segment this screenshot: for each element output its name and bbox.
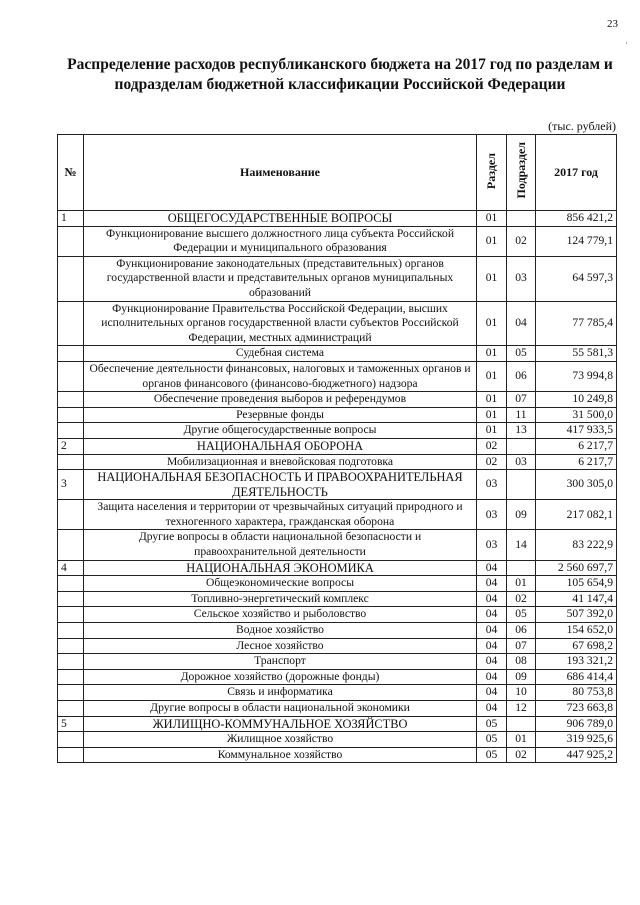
row-amount: 64 597,3 xyxy=(536,256,617,301)
row-section-code: 01 xyxy=(477,392,507,408)
row-section-code: 01 xyxy=(477,407,507,423)
row-subsection-code: 03 xyxy=(507,256,536,301)
row-amount: 105 654,9 xyxy=(536,576,617,592)
row-amount: 417 933,5 xyxy=(536,423,617,439)
row-name: Лесное хозяйство xyxy=(84,638,477,654)
row-name: ОБЩЕГОСУДАРСТВЕННЫЕ ВОПРОСЫ xyxy=(84,211,477,227)
table-header-row xyxy=(58,135,617,211)
units-label: (тыс. рублей) xyxy=(548,119,616,133)
row-number xyxy=(58,346,84,362)
row-name: Мобилизационная и вневойсковая подготовка xyxy=(84,454,477,470)
row-subsection-code: 04 xyxy=(507,301,536,346)
row-number xyxy=(58,747,84,763)
row-name: НАЦИОНАЛЬНАЯ ЭКОНОМИКА xyxy=(84,560,477,576)
row-name: Резервные фонды xyxy=(84,407,477,423)
column-header-subsection-label: Подраздел xyxy=(513,142,528,199)
row-subsection-code xyxy=(507,470,536,500)
row-subsection-code: 02 xyxy=(507,591,536,607)
row-amount: 507 392,0 xyxy=(536,607,617,623)
row-amount: 906 789,0 xyxy=(536,716,617,732)
row-number: 5 xyxy=(58,716,84,732)
row-amount: 300 305,0 xyxy=(536,470,617,500)
row-amount: 31 500,0 xyxy=(536,407,617,423)
row-number xyxy=(58,685,84,701)
row-section-code: 01 xyxy=(477,423,507,439)
table-row xyxy=(58,423,617,439)
row-number xyxy=(58,623,84,639)
row-number xyxy=(58,530,84,560)
row-number xyxy=(58,454,84,470)
table-row xyxy=(58,256,617,301)
row-number xyxy=(58,407,84,423)
row-section-code: 03 xyxy=(477,500,507,530)
row-name: Дорожное хозяйство (дорожные фонды) xyxy=(84,669,477,685)
row-number xyxy=(58,423,84,439)
row-amount: 80 753,8 xyxy=(536,685,617,701)
document-title: Распределение расходов республиканского бюджета на 2017 год по разделам и подразделам бюджетной классификации Российской Федерации xyxy=(67,56,613,93)
row-name: Другие вопросы в области национальной экономики xyxy=(84,701,477,717)
row-subsection-code: 02 xyxy=(507,747,536,763)
row-subsection-code: 08 xyxy=(507,654,536,670)
row-amount: 856 421,2 xyxy=(536,211,617,227)
column-header-name: Наименование xyxy=(84,135,477,211)
row-name: Другие общегосударственные вопросы xyxy=(84,423,477,439)
table-row xyxy=(58,346,617,362)
row-number xyxy=(58,226,84,256)
table-row xyxy=(58,530,617,560)
row-name: Общеэкономические вопросы xyxy=(84,576,477,592)
row-section-code: 01 xyxy=(477,361,507,391)
table-row xyxy=(58,407,617,423)
table-row xyxy=(58,654,617,670)
row-subsection-code: 10 xyxy=(507,685,536,701)
row-section-code: 03 xyxy=(477,470,507,500)
row-name: Связь и информатика xyxy=(84,685,477,701)
row-name: Топливно-энергетический комплекс xyxy=(84,591,477,607)
row-subsection-code xyxy=(507,716,536,732)
row-name: ЖИЛИЩНО-КОММУНАЛЬНОЕ ХОЗЯЙСТВО xyxy=(84,716,477,732)
row-number xyxy=(58,732,84,748)
row-section-code: 04 xyxy=(477,576,507,592)
table-row xyxy=(58,500,617,530)
row-name: Функционирование Правительства Российской Федерации, высших исполнительных органов государственной власти субъектов Российской Федерации, местных администраций xyxy=(84,301,477,346)
row-amount: 6 217,7 xyxy=(536,454,617,470)
row-name: Функционирование законодательных (представительных) органов государственной власти и представительных органов муниципальных образований xyxy=(84,256,477,301)
row-subsection-code: 06 xyxy=(507,623,536,639)
row-section-code: 04 xyxy=(477,607,507,623)
row-name: Защита населения и территории от чрезвычайных ситуаций природного и техногенного характера, гражданская оборона xyxy=(84,500,477,530)
row-section-code: 02 xyxy=(477,454,507,470)
row-number xyxy=(58,361,84,391)
row-amount: 83 222,9 xyxy=(536,530,617,560)
row-number xyxy=(58,301,84,346)
row-amount: 124 779,1 xyxy=(536,226,617,256)
row-section-code: 04 xyxy=(477,701,507,717)
row-name: Другие вопросы в области национальной безопасности и правоохранительной деятельности xyxy=(84,530,477,560)
row-amount: 723 663,8 xyxy=(536,701,617,717)
row-name: НАЦИОНАЛЬНАЯ БЕЗОПАСНОСТЬ И ПРАВООХРАНИТЕЛЬНАЯ ДЕЯТЕЛЬНОСТЬ xyxy=(84,470,477,500)
column-header-section-label: Раздел xyxy=(484,152,499,189)
row-amount: 10 249,8 xyxy=(536,392,617,408)
row-section-code: 04 xyxy=(477,669,507,685)
column-header-num: № xyxy=(58,135,84,211)
row-amount: 447 925,2 xyxy=(536,747,617,763)
table-section-row xyxy=(58,716,617,732)
table-row xyxy=(58,454,617,470)
row-amount: 77 785,4 xyxy=(536,301,617,346)
row-section-code: 04 xyxy=(477,560,507,576)
row-subsection-code: 03 xyxy=(507,454,536,470)
row-subsection-code: 06 xyxy=(507,361,536,391)
row-amount: 73 994,8 xyxy=(536,361,617,391)
row-amount: 67 698,2 xyxy=(536,638,617,654)
row-section-code: 05 xyxy=(477,732,507,748)
row-number xyxy=(58,256,84,301)
row-amount: 55 581,3 xyxy=(536,346,617,362)
row-number xyxy=(58,669,84,685)
row-section-code: 01 xyxy=(477,301,507,346)
column-header-subsection xyxy=(507,135,536,211)
row-section-code: 04 xyxy=(477,638,507,654)
row-amount: 154 652,0 xyxy=(536,623,617,639)
row-subsection-code: 02 xyxy=(507,226,536,256)
row-number xyxy=(58,701,84,717)
row-subsection-code: 01 xyxy=(507,576,536,592)
row-section-code: 05 xyxy=(477,716,507,732)
row-subsection-code: 12 xyxy=(507,701,536,717)
table-body xyxy=(58,211,617,763)
row-amount: 217 082,1 xyxy=(536,500,617,530)
table-row xyxy=(58,701,617,717)
table-row xyxy=(58,747,617,763)
table-row xyxy=(58,669,617,685)
row-subsection-code xyxy=(507,560,536,576)
table-section-row xyxy=(58,211,617,227)
table-row xyxy=(58,576,617,592)
row-subsection-code xyxy=(507,211,536,227)
row-section-code: 04 xyxy=(477,654,507,670)
row-subsection-code: 07 xyxy=(507,392,536,408)
table-section-row xyxy=(58,438,617,454)
row-subsection-code: 14 xyxy=(507,530,536,560)
row-name: Водное хозяйство xyxy=(84,623,477,639)
table-section-row xyxy=(58,470,617,500)
row-number xyxy=(58,576,84,592)
budget-table xyxy=(57,134,617,763)
row-subsection-code: 05 xyxy=(507,607,536,623)
table-row xyxy=(58,301,617,346)
row-number xyxy=(58,654,84,670)
row-section-code: 04 xyxy=(477,591,507,607)
row-number xyxy=(58,500,84,530)
table-row xyxy=(58,623,617,639)
table-row xyxy=(58,591,617,607)
row-section-code: 04 xyxy=(477,685,507,701)
row-number xyxy=(58,392,84,408)
row-name: Функционирование высшего должностного лица субъекта Российской Федерации и муниципального образования xyxy=(84,226,477,256)
row-name: Жилищное хозяйство xyxy=(84,732,477,748)
row-subsection-code: 13 xyxy=(507,423,536,439)
row-section-code: 02 xyxy=(477,438,507,454)
row-subsection-code: 05 xyxy=(507,346,536,362)
table-section-row xyxy=(58,560,617,576)
row-section-code: 01 xyxy=(477,346,507,362)
row-subsection-code: 01 xyxy=(507,732,536,748)
table-row xyxy=(58,638,617,654)
table-row xyxy=(58,226,617,256)
row-number: 2 xyxy=(58,438,84,454)
row-amount: 6 217,7 xyxy=(536,438,617,454)
scan-mark: · xyxy=(625,38,628,48)
row-amount: 2 560 697,7 xyxy=(536,560,617,576)
table-row xyxy=(58,732,617,748)
row-amount: 319 925,6 xyxy=(536,732,617,748)
table-row xyxy=(58,607,617,623)
page-number: 23 xyxy=(607,18,618,30)
row-subsection-code: 11 xyxy=(507,407,536,423)
row-subsection-code: 09 xyxy=(507,669,536,685)
row-subsection-code xyxy=(507,438,536,454)
row-name: Обеспечение проведения выборов и референдумов xyxy=(84,392,477,408)
row-section-code: 03 xyxy=(477,530,507,560)
row-name: Коммунальное хозяйство xyxy=(84,747,477,763)
row-name: Судебная система xyxy=(84,346,477,362)
column-header-amount: 2017 год xyxy=(536,135,617,211)
row-section-code: 01 xyxy=(477,211,507,227)
row-subsection-code: 07 xyxy=(507,638,536,654)
row-name: Транспорт xyxy=(84,654,477,670)
row-number: 3 xyxy=(58,470,84,500)
row-amount: 686 414,4 xyxy=(536,669,617,685)
table-row xyxy=(58,685,617,701)
row-number xyxy=(58,591,84,607)
table-row xyxy=(58,392,617,408)
row-amount: 193 321,2 xyxy=(536,654,617,670)
table-row xyxy=(58,361,617,391)
row-number xyxy=(58,607,84,623)
row-name: НАЦИОНАЛЬНАЯ ОБОРОНА xyxy=(84,438,477,454)
row-section-code: 05 xyxy=(477,747,507,763)
row-amount: 41 147,4 xyxy=(536,591,617,607)
row-name: Обеспечение деятельности финансовых, налоговых и таможенных органов и органов финансового (финансово-бюджетного) надзора xyxy=(84,361,477,391)
row-name: Сельское хозяйство и рыболовство xyxy=(84,607,477,623)
row-number xyxy=(58,638,84,654)
row-section-code: 01 xyxy=(477,256,507,301)
row-subsection-code: 09 xyxy=(507,500,536,530)
row-number: 4 xyxy=(58,560,84,576)
row-section-code: 01 xyxy=(477,226,507,256)
column-header-section xyxy=(477,135,507,211)
row-number: 1 xyxy=(58,211,84,227)
row-section-code: 04 xyxy=(477,623,507,639)
